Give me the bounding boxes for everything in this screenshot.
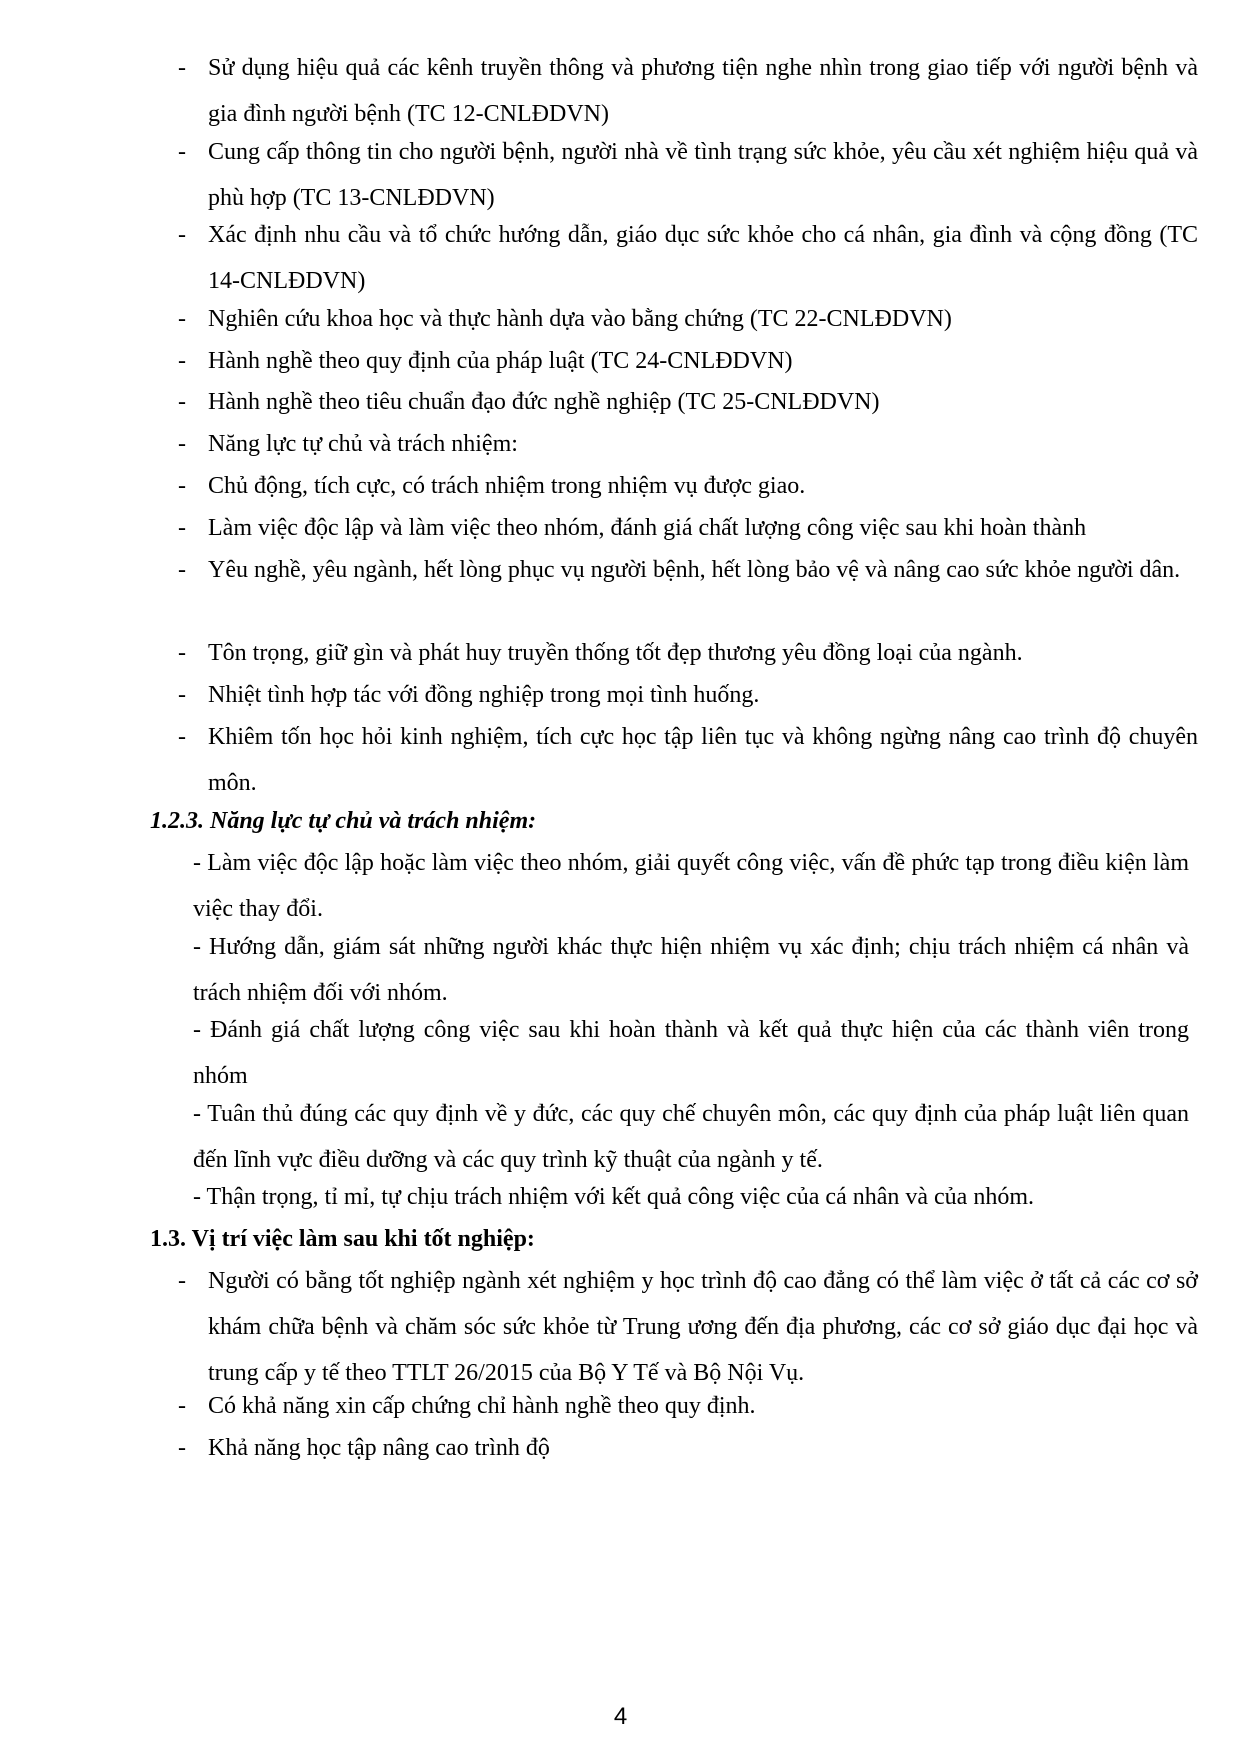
section-heading-1-3: 1.3. Vị trí việc làm sau khi tốt nghiệp: <box>150 1226 535 1252</box>
list-item <box>178 714 1198 806</box>
list-item <box>178 672 1198 718</box>
dash-bullet: - <box>178 473 186 499</box>
paragraph: - Đánh giá chất lượng công việc sau khi hoàn thành và kết quả thực hiện của các thành viên trong nhóm <box>193 1017 1189 1089</box>
list-item-text: Hành nghề theo tiêu chuẩn đạo đức nghề nghiệp (TC 25-CNLĐDVN) <box>208 389 880 415</box>
list-item <box>178 1425 1198 1471</box>
list-item-text: Yêu nghề, yêu ngành, hết lòng phục vụ người bệnh, hết lòng bảo vệ và nâng cao sức khỏe người dân. <box>208 557 1181 583</box>
list-item <box>178 379 1198 425</box>
list-item <box>178 630 1198 676</box>
list-item-text: Chủ động, tích cực, có trách nhiệm trong nhiệm vụ được giao. <box>208 473 806 499</box>
dash-bullet: - <box>178 431 186 457</box>
list-item <box>178 296 1198 342</box>
dash-bullet: - <box>178 682 186 708</box>
list-item-text: Khả năng học tập nâng cao trình độ <box>208 1435 550 1461</box>
list-item-text: Cung cấp thông tin cho người bệnh, người nhà về tình trạng sức khỏe, yêu cầu xét nghiệm hiệu quả và phù hợp (TC 13-CNLĐDVN) <box>208 139 1198 211</box>
list-item <box>178 547 1198 593</box>
list-item <box>178 129 1198 221</box>
list-item-text: Xác định nhu cầu và tổ chức hướng dẫn, giáo dục sức khỏe cho cá nhân, gia đình và cộng đồng (TC 14-CNLĐDVN) <box>208 222 1198 294</box>
list-item-text: Tôn trọng, giữ gìn và phát huy truyền thống tốt đẹp thương yêu đồng loại của ngành. <box>208 640 1023 666</box>
list-item <box>178 45 1198 137</box>
dash-bullet: - <box>178 640 186 666</box>
list-item-text: Hành nghề theo quy định của pháp luật (TC 24-CNLĐDVN) <box>208 348 793 374</box>
dash-bullet: - <box>178 1435 186 1461</box>
list-item-text: Làm việc độc lập và làm việc theo nhóm, đánh giá chất lượng công việc sau khi hoàn thành <box>208 515 1087 541</box>
dash-bullet: - <box>178 724 186 750</box>
dash-bullet: - <box>178 557 186 583</box>
paragraph: - Tuân thủ đúng các quy định về y đức, các quy chế chuyên môn, các quy định của pháp luật liên quan đến lĩnh vực điều dưỡng và các quy trình kỹ thuật của ngành y tế. <box>193 1101 1189 1173</box>
dash-bullet: - <box>178 389 186 415</box>
list-item <box>178 421 1198 467</box>
list-item <box>178 505 1198 551</box>
section-heading-1-2-3: 1.2.3. Năng lực tự chủ và trách nhiệm: <box>150 808 537 834</box>
dash-bullet: - <box>178 139 186 165</box>
dash-bullet: - <box>178 1268 186 1294</box>
dash-bullet: - <box>178 515 186 541</box>
list-item <box>178 463 1198 509</box>
dash-bullet: - <box>178 55 186 81</box>
list-item <box>178 1258 1198 1396</box>
dash-bullet: - <box>178 306 186 332</box>
paragraph: - Hướng dẫn, giám sát những người khác thực hiện nhiệm vụ xác định; chịu trách nhiệm cá nhân và trách nhiệm đối với nhóm. <box>193 934 1189 1006</box>
list-item-text: Khiêm tốn học hỏi kinh nghiệm, tích cực học tập liên tục và không ngừng nâng cao trình độ chuyên môn. <box>208 724 1198 796</box>
list-item-text: Nghiên cứu khoa học và thực hành dựa vào bằng chứng (TC 22-CNLĐDVN) <box>208 306 952 332</box>
list-item-text: Người có bằng tốt nghiệp ngành xét nghiệm y học trình độ cao đẳng có thể làm việc ở tất cả các cơ sở khám chữa bệnh và chăm sóc sức khỏe từ Trung ương đến địa phương, các cơ sở giáo dục đại học và trung cấp y tế theo TTLT 26/2015 của Bộ Y Tế và Bộ Nội Vụ. <box>208 1268 1198 1386</box>
dash-bullet: - <box>178 348 186 374</box>
list-item <box>178 212 1198 304</box>
list-item-text: Nhiệt tình hợp tác với đồng nghiệp trong mọi tình huống. <box>208 682 760 708</box>
list-item <box>178 1383 1198 1429</box>
list-item-text: Có khả năng xin cấp chứng chỉ hành nghề theo quy định. <box>208 1393 756 1419</box>
paragraph: - Làm việc độc lập hoặc làm việc theo nhóm, giải quyết công việc, vấn đề phức tạp trong điều kiện làm việc thay đổi. <box>193 850 1189 922</box>
list-item-text: Sử dụng hiệu quả các kênh truyền thông và phương tiện nghe nhìn trong giao tiếp với người bệnh và gia đình người bệnh (TC 12-CNLĐDVN) <box>208 55 1198 127</box>
dash-bullet: - <box>178 222 186 248</box>
page-number: 4 <box>613 1703 628 1730</box>
list-item-text: Năng lực tự chủ và trách nhiệm: <box>208 431 518 457</box>
paragraph: - Thận trọng, tỉ mỉ, tự chịu trách nhiệm với kết quả công việc của cá nhân và của nhóm. <box>193 1184 1034 1210</box>
list-item <box>178 338 1198 384</box>
dash-bullet: - <box>178 1393 186 1419</box>
